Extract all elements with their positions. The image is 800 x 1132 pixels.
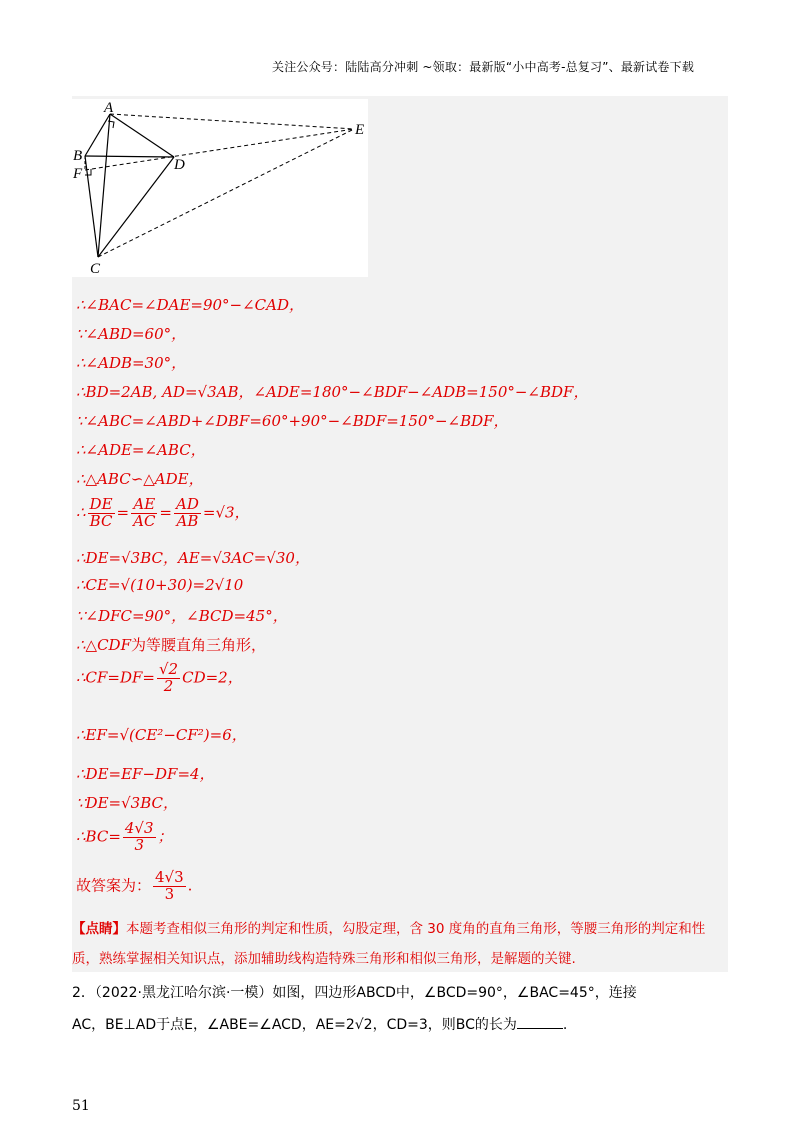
fraction-bc-result [123, 821, 156, 854]
key-point-text: 本题考查相似三角形的判定和性质，勾股定理，含 30 度角的直角三角形，等腰三角形的判定和性质，熟练掌握相关知识点，添加辅助线构造特殊三角形和相似三角形，是解题的关键. [72, 921, 706, 967]
segment-ac [98, 114, 110, 257]
label-f: F [73, 166, 83, 182]
step-1: ∴∠BAC=∠DAE=90°−∠CAD， [76, 296, 305, 314]
segment-ad [110, 114, 174, 157]
label-a: A [104, 100, 114, 116]
key-point-note [72, 914, 728, 974]
isosceles-text: 为等腰直角三角形， [131, 636, 267, 654]
isosceles-step [76, 634, 266, 655]
fraction-den: AC [133, 511, 156, 530]
fraction-ae-ac [131, 497, 157, 530]
fraction-den: 3 [164, 884, 175, 903]
de2-step: ∵DE=√3BC， [76, 794, 178, 812]
answer-fraction [153, 870, 186, 903]
fraction-den: AB [176, 511, 199, 530]
page-number: 51 [72, 1098, 90, 1114]
label-e: E [355, 122, 365, 138]
answer-blank[interactable] [517, 1016, 563, 1029]
fraction-num: 4√3 [124, 819, 154, 837]
answer-line [76, 870, 192, 903]
fraction-de-bc [88, 497, 115, 530]
segment-dc [98, 157, 174, 257]
bc-step [76, 821, 173, 854]
segment-ab [85, 114, 110, 156]
label-c: C [90, 261, 101, 277]
step-6: ∴∠ADE=∠ABC， [76, 441, 206, 459]
ratio-prefix: ∴ [76, 503, 86, 522]
step-3: ∴∠ADB=30°， [76, 354, 187, 372]
bc-lead: ∴BC= [76, 827, 121, 846]
bc-tail: ； [157, 827, 173, 846]
cf-step [76, 662, 243, 695]
answer-tail: . [187, 876, 193, 895]
segment-bd [85, 156, 174, 157]
question-line-2-text: AC，BE⊥AD于点E，∠ABE=∠ACD，AE=2√2，CD=3，则BC的长为 [72, 1017, 517, 1033]
figure-svg [72, 99, 368, 277]
key-point-tag: 【点睛】 [72, 921, 126, 937]
ef-step: ∴EF=√(CE²−CF²)=6， [76, 726, 247, 744]
question-line-1: 2．（2022·黑龙江哈尔滨·一模）如图，四边形ABCD中，∠BCD=90°，∠BAC=45°，连接 [72, 985, 637, 1001]
answer-lead: 故答案为： [76, 876, 152, 895]
isosceles-prefix: ∴△CDF [76, 636, 131, 654]
ratio-result: √3， [215, 503, 250, 522]
step-4: ∴BD=2AB, AD=√3AB，∠ADE=180°−∠BDF−∠ADB=150°−∠BDF， [76, 383, 589, 401]
de-step: ∴DE=EF−DF=4， [76, 765, 215, 783]
question-line-2 [72, 1014, 567, 1034]
geometry-figure [72, 99, 368, 277]
cf-tail: CD=2， [182, 668, 243, 687]
ratio-step: ∴ $\frac{DE}{BC}$ = $\frac{AE}{AC}$ = $\frac{AD}{AB}$ =√3， [76, 495, 250, 530]
label-b: B [73, 148, 83, 164]
fraction-sqrt2-over-2 [157, 662, 180, 695]
step-7: ∴△ABC∽△ADE， [76, 470, 204, 488]
fraction-num: √2 [159, 660, 179, 678]
fraction-num: 4√3 [155, 868, 184, 886]
page-header: 关注公众号：陆陆高分冲刺 ~领取：最新版“小中高考-总复习”、最新试卷下载 [272, 60, 695, 74]
fraction-den: BC [89, 511, 113, 530]
question-line-2-end: . [562, 1017, 568, 1033]
fraction-num: AE [133, 495, 156, 513]
fraction-den: 3 [134, 835, 144, 854]
step-10: ∵∠DFC=90°，∠BCD=45°， [76, 607, 288, 625]
step-2: ∵∠ABD=60°， [76, 325, 187, 343]
step-5: ∵∠ABC=∠ABD+∠DBF=60°+90°−∠BDF=150°−∠BDF， [76, 412, 509, 430]
cf-lead: ∴CF=DF= [76, 668, 155, 687]
segment-ae [110, 114, 354, 129]
step-8: ∴DE=√3BC，AE=√3AC=√30， [76, 549, 310, 567]
step-9: ∴CE=√(10+30)=2√10 [76, 576, 244, 594]
fraction-den: 2 [163, 676, 174, 695]
fraction-num: AD [176, 495, 199, 513]
fraction-ad-ab [174, 497, 201, 530]
label-d: D [174, 157, 185, 173]
fraction-num: DE [89, 495, 113, 513]
